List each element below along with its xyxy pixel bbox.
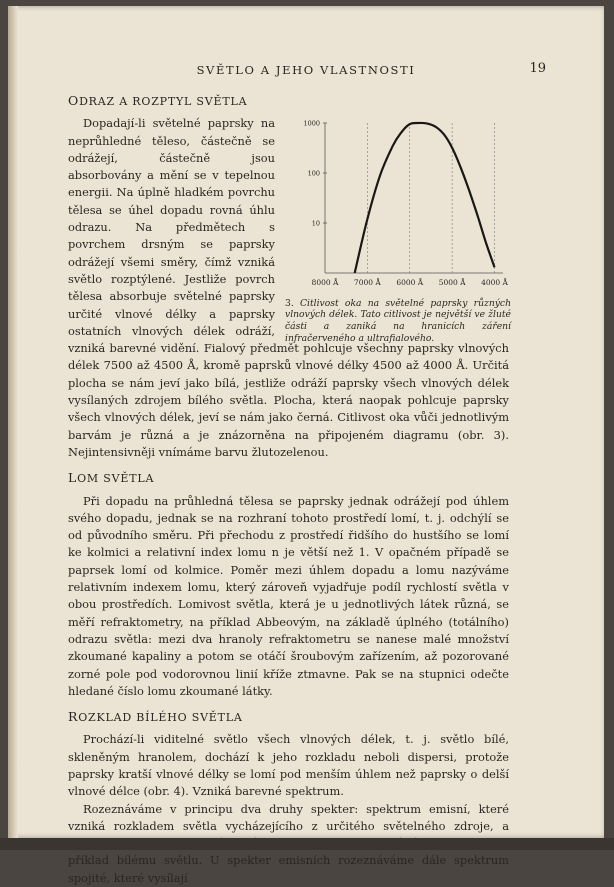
sensitivity-chart (285, 115, 511, 291)
section-heading-text: ODRAZ A ROZPTYL SVĚTLA (68, 93, 248, 108)
y-tick-label: 100 (307, 169, 320, 178)
running-head: SVĚTLO A JEHO VLASTNOSTI (196, 63, 416, 77)
figure-caption-text: Citlivost oka na světelné paprsky různých vlnových délek. Tato citlivost je největší ve žluté části a zaniká na hranicích záření infračerveného a ultrafialového. (285, 297, 511, 344)
x-tick-label: 4000 Å (481, 278, 508, 288)
y-tick-label: 1000 (303, 119, 320, 128)
chart-grid (325, 123, 503, 273)
paragraph-dispersion-1: Prochází-li viditelné světlo všech vlnových délek, t. j. světlo bílé, skleněným hranolem, dochází k jeho rozkladu neboli dispersi, protože paprsky kratší vlnové délky se lomí pod menším úhlem než paprsky o delší vlnové délce (obr. 4). Vzniká barevné spektrum. (68, 732, 509, 799)
paragraph-reflection: Dopadají-li světelné paprsky na neprůhledné těleso, částečně se odrážejí, částečně jsou absorbovány a mění se v tepelnou energii. Na úplně hladkém povrchu tělesa se úhel dopadu rovná úhlu odrazu. Na předmětech s povrchem drsným se paprsky odrážejí všemi směry, čímž vzniká světlo rozptýlené. Jestliže povrch tělesa absorbuje světelné paprsky určité vlnové délky a paprsky ostatních vlnových délek odráží, vzniká barevné vidění. Fialový předmět pohlcuje všechny paprsky vlnových délek 7500 až 4500 Å, kromě paprsků vlnové délky 4500 až 4000 Å. Určitá plocha se nám jeví jako bílá, jestliže odráží paprsky všech vlnových délek vysílaných zdrojem bílého světla. Plocha, která naopak pohlcuje paprsky všech vlnových délek, jeví se nám jako černá. Citlivost oka vůči jednotlivým barvám je různá a je znázorněna na připojeném diagramu (obr. 3). Nejintensivněji vnímáme barvu žlutozelenou. (68, 116, 509, 459)
figure-caption-number: 3. (285, 297, 294, 309)
paragraph-dispersion-2: Rozeznáváme v principu dva druhy spekter: spektrum emisní, které vzniká rozkladem světla vycházejícího z určitého světelného zdroje, a příklad bílému světlu. U spekter emisních rozeznáváme dále spektrum spojité, které vysílají (68, 801, 509, 885)
section-heading-text: ROZKLAD BÍLÉHO SVĚTLA (68, 709, 243, 725)
chart-series (355, 123, 495, 273)
y-tick-label: 10 (311, 219, 320, 228)
section-heading-dispersion (68, 708, 509, 726)
section-heading-reflection (68, 92, 509, 110)
sensitivity-curve (355, 123, 495, 273)
chart-y-ticks (303, 120, 327, 228)
page-binding-shadow (8, 6, 18, 838)
book-page (8, 6, 604, 885)
figure-sensitivity (285, 115, 511, 344)
x-tick-label: 8000 Å (311, 278, 339, 288)
figure-caption (285, 298, 511, 345)
page-content (68, 84, 509, 887)
page-edge-shadow (0, 838, 614, 850)
x-tick-label: 6000 Å (396, 278, 424, 288)
x-tick-label: 7000 Å (353, 278, 381, 288)
chart-x-ticks (312, 278, 509, 287)
paragraph-refraction: Při dopadu na průhledná tělesa se paprsky jednak odrážejí pod úhlem svého dopadu, jednak se na rozhraní tohoto prostředí lomí, t. j. odchýlí se od původního směru. Při přechodu z prostředí řidšího do hustšího se lomí ke kolmici a relativní index lomu n je větší než 1. V opačném případě se paprsek lomí od kolmice. Poměr mezi úhlem dopadu a lomu nazýváme relativním indexem lomu, který zároveň vyjadřuje podíl rychlostí světla v obou prostředích. Lomivost světla, která je u jednotlivých látek různá, se měří refraktometry, na příklad Abbeovým, na základě úplného (totálního) odrazu světla: mezi dva hranoly refraktometru se nanese malé množství zkoumané kapaliny a potom se otáčí šroubovým zařízením, až pozorované zorné pole pod vodorovnou linií kříže ztmavne. Pak se na stupnici odečte hledané číslo lomu zkoumané látky. (68, 493, 509, 698)
section-heading-text: LOM SVĚTLA (68, 470, 155, 486)
page-number: 19 (529, 61, 546, 76)
section-heading-refraction (68, 469, 509, 487)
x-tick-label: 5000 Å (438, 278, 466, 288)
